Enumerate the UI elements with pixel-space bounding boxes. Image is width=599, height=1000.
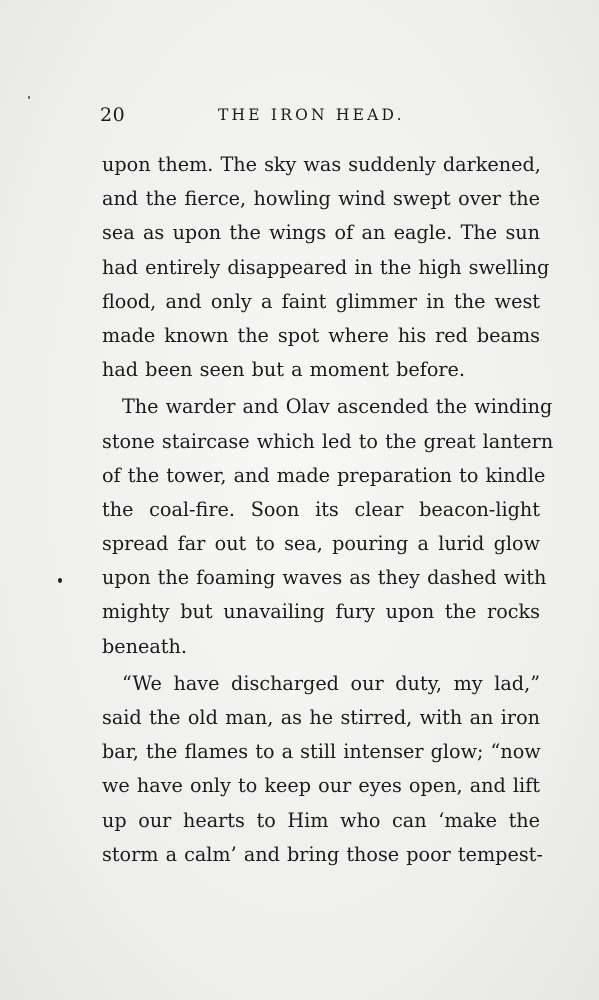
text-line: the coal-fire. Soon its clear beacon-light bbox=[102, 497, 540, 521]
paragraph-3 bbox=[102, 667, 543, 872]
text-line: we have only to keep our eyes open, and lift bbox=[102, 774, 540, 798]
text-line: bar, the flames to a still intenser glow; “now bbox=[102, 740, 541, 764]
text-line: sea as upon the wings of an eagle. The sun bbox=[102, 221, 540, 245]
paragraph-2 bbox=[102, 390, 554, 664]
text-line: stone staircase which led to the great lantern bbox=[102, 429, 554, 453]
paragraph-1 bbox=[102, 148, 550, 387]
text-line: storm a calm’ and bring those poor tempest- bbox=[102, 842, 543, 866]
text-line: mighty but unavailing fury upon the rocks bbox=[102, 600, 540, 624]
text-line: flood, and only a faint glimmer in the west bbox=[102, 289, 540, 313]
text-line: “We have discharged our duty, my lad,” bbox=[122, 671, 540, 695]
text-line: and the fierce, howling wind swept over the bbox=[102, 187, 540, 211]
text-line: made known the spot where his red beams bbox=[102, 323, 540, 347]
ink-speck bbox=[58, 578, 62, 583]
text-line: beneath. bbox=[102, 634, 187, 658]
ink-speck bbox=[28, 96, 30, 99]
text-line: of the tower, and made preparation to kindle bbox=[102, 463, 546, 487]
page-number: 20 bbox=[100, 104, 126, 126]
running-head bbox=[100, 104, 540, 130]
text-line: up our hearts to Him who can ‘make the bbox=[102, 808, 540, 832]
text-line: had been seen but a moment before. bbox=[102, 358, 466, 382]
text-line: The warder and Olav ascended the winding bbox=[122, 395, 553, 419]
text-line: had entirely disappeared in the high swelling bbox=[102, 255, 550, 279]
text-line: said the old man, as he stirred, with an iron bbox=[102, 706, 540, 729]
running-title: THE IRON HEAD. bbox=[218, 106, 405, 124]
text-line: upon the foaming waves as they dashed with bbox=[102, 566, 547, 590]
text-line: upon them. The sky was suddenly darkened, bbox=[102, 153, 541, 176]
text-line: spread far out to sea, pouring a lurid glow bbox=[102, 532, 540, 556]
body-text bbox=[102, 148, 554, 872]
